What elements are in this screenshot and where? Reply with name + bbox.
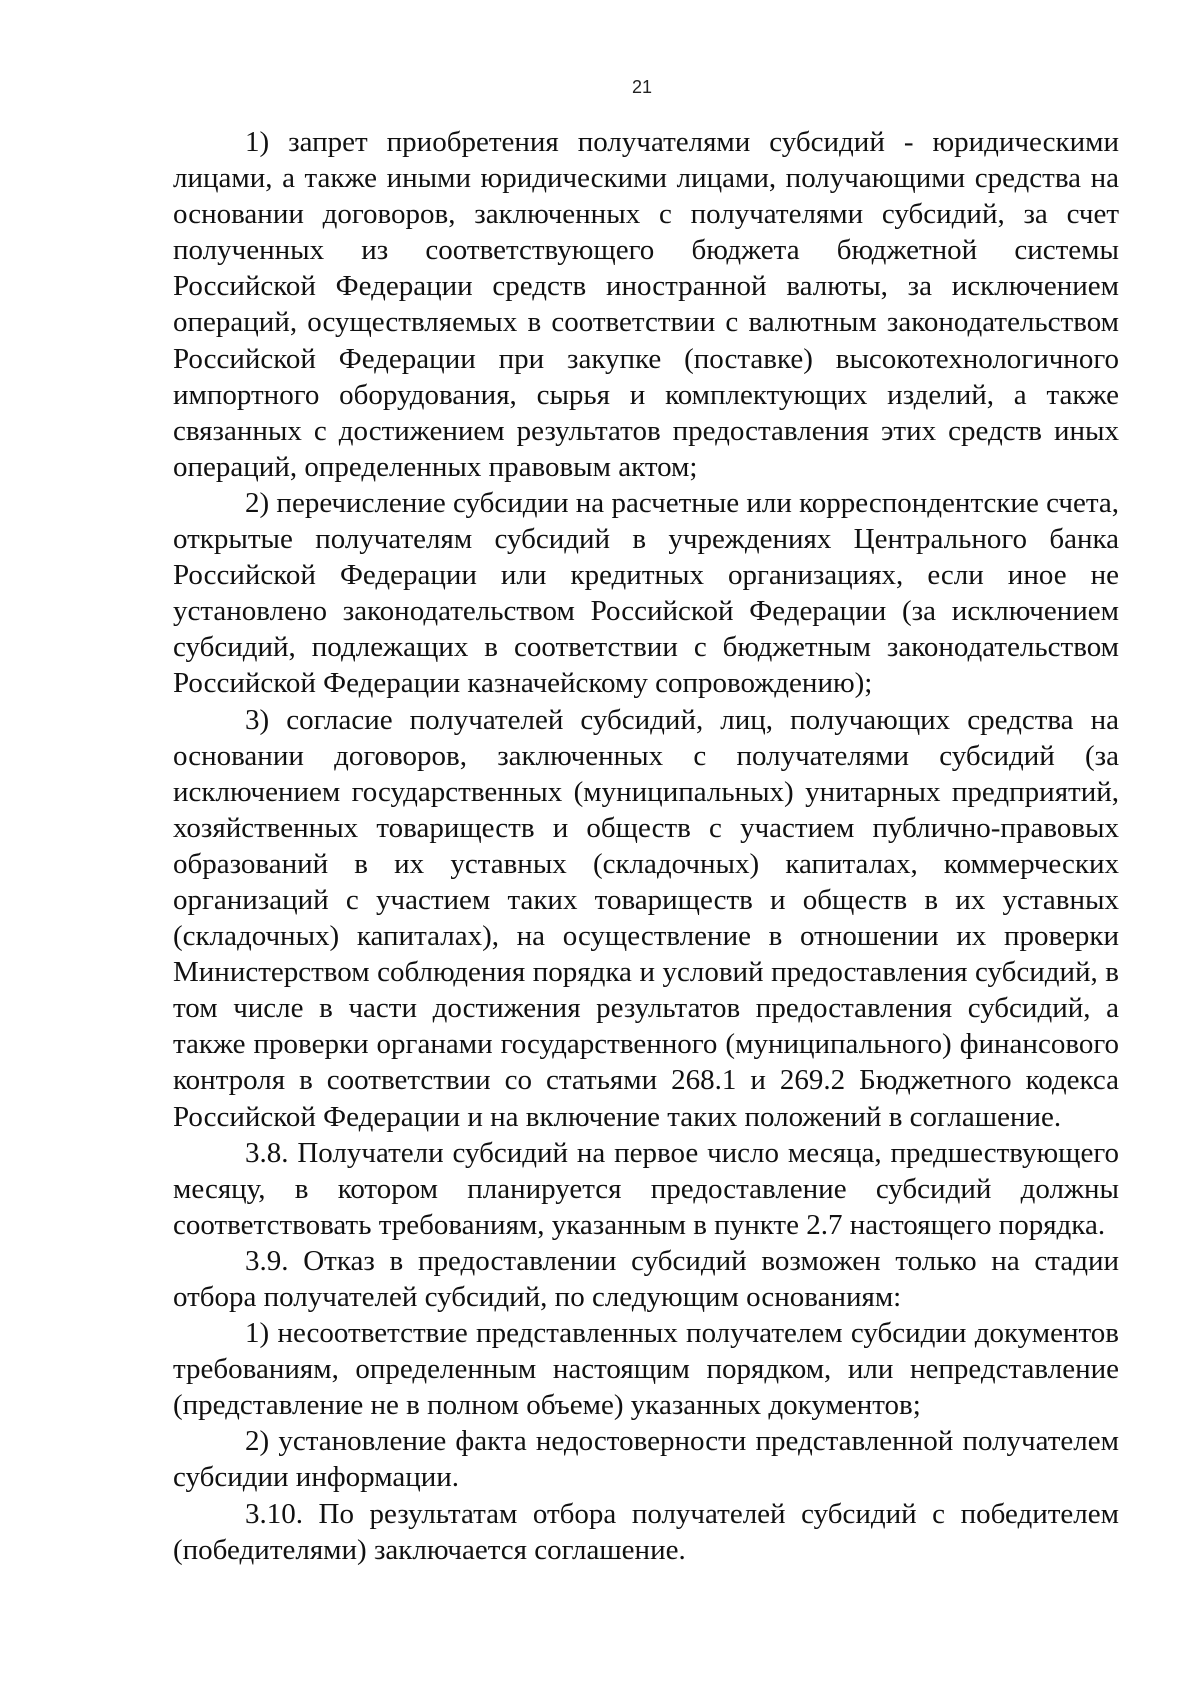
paragraph-refusal-ground-1: 1) несоответствие представленных получателем субсидии документов требованиям, определенным настоящим порядком, или непредставление (представление не в полном объеме) указанных документов; (173, 1317, 1119, 1422)
paragraph-item-2-account-transfer: 2) перечисление субсидии на расчетные или корреспондентские счета, открытые получателям субсидий в учреждениях Центрального банка Российской Федерации или кредитных организациях, если иное не установлено законодательством Российской Федерации (за исключением субсидий, подлежащих в соответствии с бюджетным законодательством Российской Федерации казначейскому сопровождению); (173, 486, 1119, 700)
paragraph-item-3-audit-consent: 3) согласие получателей субсидий, лиц, получающих средства на основании договоров, заключенных с получателями субсидий (за исключением государственных (муниципальных) унитарных предприятий, хозяйственных товариществ и обществ с участием публично-правовых образований в их уставных (складочных) капиталах, коммерческих организаций с участием таких товариществ и обществ в их уставных (складочных) капиталах), на осуществление в отношении их проверки Министерством соблюдения порядка и условий предоставления субсидий, в том числе в части достижения результатов предоставления субсидий, а также проверки органами государственного (муниципального) финансового контроля в соответствии со статьями 268.1 и 269.2 Бюджетного кодекса Российской Федерации и на включение таких положений в соглашение. (173, 703, 1119, 1133)
paragraph-3-8-recipient-requirements: 3.8. Получатели субсидий на первое число месяца, предшествующего месяцу, в котором планируется предоставление субсидий должны соответствовать требованиям, указанным в пункте 2.7 настоящего порядка. (173, 1136, 1119, 1241)
paragraph-3-10-agreement: 3.10. По результатам отбора получателей субсидий с победителем (победителями) заключается соглашение. (173, 1497, 1119, 1566)
paragraph-3-9-refusal-grounds: 3.9. Отказ в предоставлении субсидий возможен только на стадии отбора получателей субсидий, по следующим основаниям: (173, 1244, 1119, 1313)
document-body (173, 124, 1119, 1568)
page-number: 21 (631, 77, 653, 97)
paragraph-refusal-ground-2: 2) установление факта недостоверности представленной получателем субсидии информации. (173, 1425, 1119, 1494)
paragraph-item-1-currency-ban: 1) запрет приобретения получателями субсидий - юридическими лицами, а также иными юридическими лицами, получающими средства на основании договоров, заключенных с получателями субсидий, за счет полученных из соответствующего бюджета бюджетной системы Российской Федерации средств иностранной валюты, за исключением операций, осуществляемых в соответствии с валютным законодательством Российской Федерации при закупке (поставке) высокотехнологичного импортного оборудования, сырья и комплектующих изделий, а также связанных с достижением результатов предоставления этих средств иных операций, определенных правовым актом; (173, 126, 1119, 483)
